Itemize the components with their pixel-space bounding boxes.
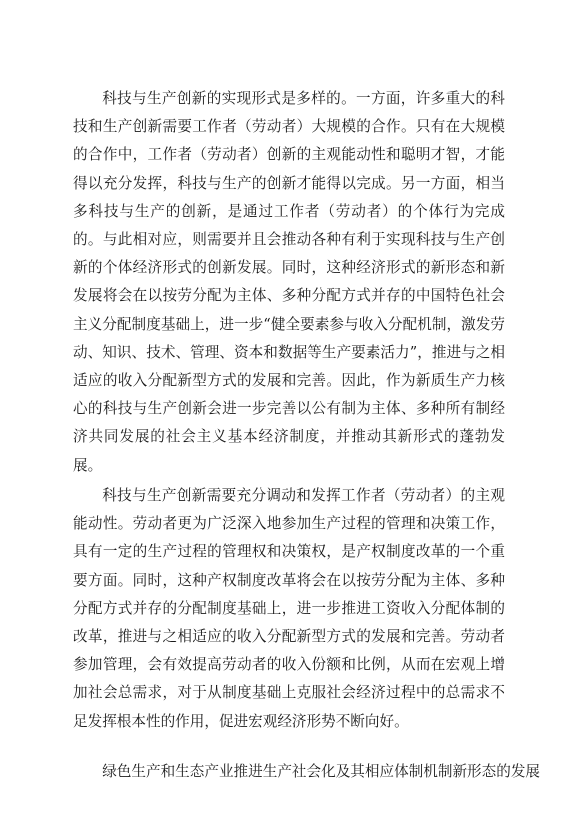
body-paragraph-1: 科技与生产创新的实现形式是多样的。一方面，许多重大的科技和生产创新需要工作者（劳动者）大规模的合作。只有在大规模的合作中，工作者（劳动者）创新的主观能动性和聪明才智，才能得以充分发挥，科技与生产的创新才能得以完成。另一方面，相当多科技与生产的创新，是通过工作者（劳动者）的个体行为完成的。与此相对应，则需要并且会推动各种有利于实现科技与生产创新的个体经济形式的创新发展。同时，这种经济形式的新形态和新发展将会在以按劳分配为主体、多种分配方式并存的中国特色社会主义分配制度基础上，进一步“健全要素参与收入分配机制，激发劳动、知识、技术、管理、资本和数据等生产要素活力”，推进与之相适应的收入分配新型方式的发展和完善。因此，作为新质生产力核心的科技与生产创新会进一步完善以公有制为主体、多种所有制经济共同发展的社会主义基本经济制度，并推动其新形式的蓬勃发展。	[73, 90, 505, 474]
body-paragraph-2: 科技与生产创新需要充分调动和发挥工作者（劳动者）的主观能动性。劳动者更为广泛深入地参加生产过程的管理和决策工作，具有一定的生产过程的管理权和决策权，是产权制度改革的一个重要方面。同时，这种产权制度改革将会在以按劳分配为主体、多种分配方式并存的分配制度基础上，进一步推进工资收入分配体制的改革，推进与之相适应的收入分配新型方式的发展和完善。劳动者参加管理，会有效提高劳动者的收入份额和比例，从而在宏观上增加社会总需求，对于从制度基础上克服社会经济过程中的总需求不足发挥根本性的作用，促进宏观经济形势不断向好。	[73, 487, 505, 730]
section-heading: 绿色生产和生态产业推进生产社会化及其相应体制机制新形态的发展	[102, 763, 541, 780]
